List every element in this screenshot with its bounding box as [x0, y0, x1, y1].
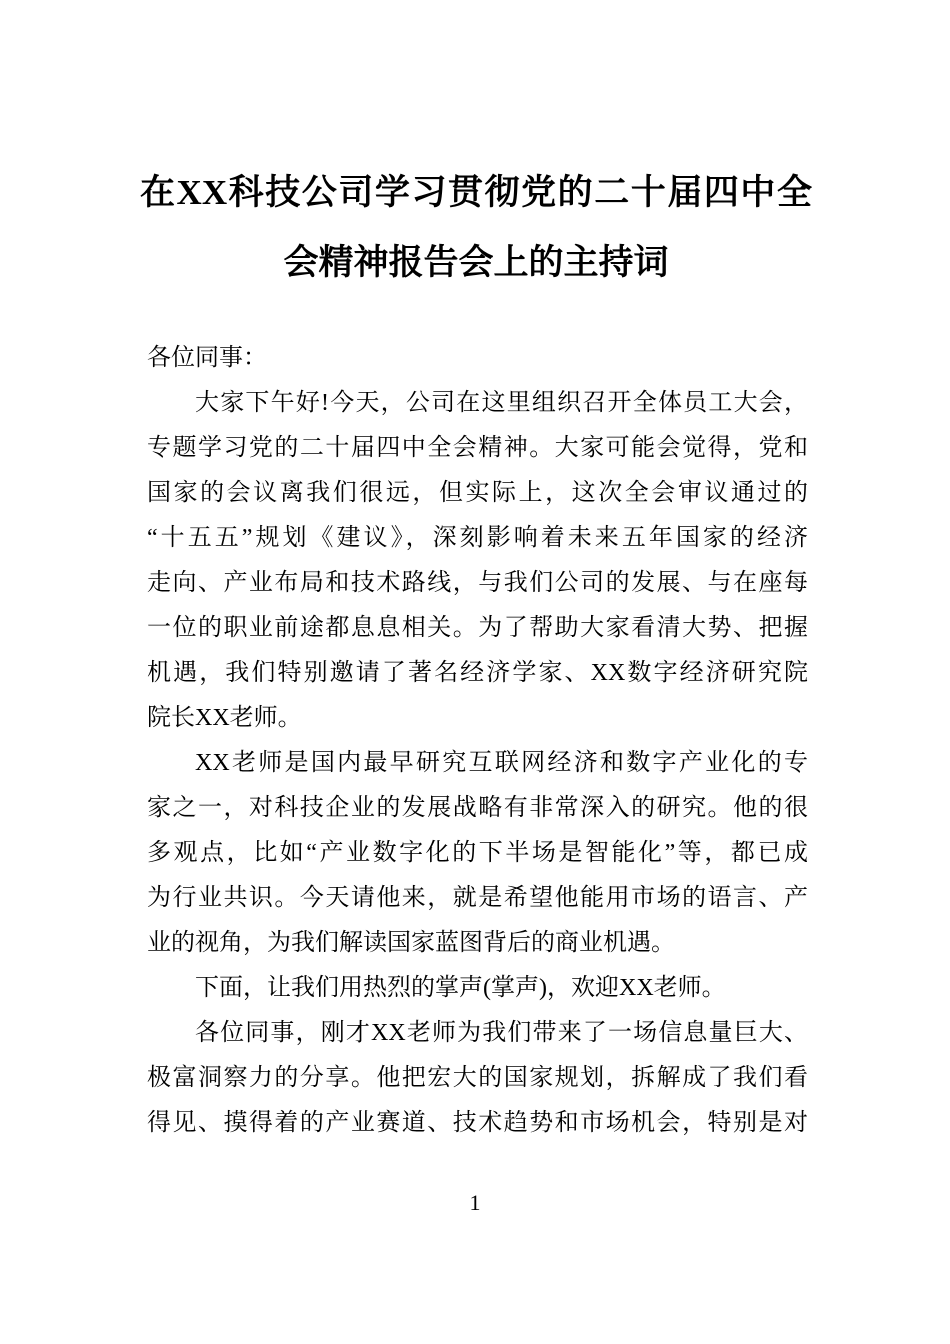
document-title-line-2: 会精神报告会上的主持词 [283, 243, 669, 282]
paragraph-line: 为行业共识。今天请他来，就是希望他能用市场的语言、产 [147, 885, 808, 911]
paragraph-line: 业的视角，为我们解读国家蓝图背后的商业机遇。 [147, 930, 675, 956]
paragraph-line: 专题学习党的二十届四中全会精神。大家可能会觉得，党和 [147, 435, 808, 461]
paragraph-line: XX老师是国内最早研究互联网经济和数字产业化的专 [195, 750, 808, 776]
paragraph-line: 大家下午好!今天，公司在这里组织召开全体员工大会， [195, 390, 808, 416]
page-number: 1 [469, 1190, 481, 1215]
paragraph-line: 家之一，对科技企业的发展战略有非常深入的研究。他的很 [147, 795, 808, 821]
paragraph-line: 国家的会议离我们很远，但实际上，这次全会审议通过的 [147, 480, 808, 506]
paragraph [147, 966, 808, 1011]
salutation: 各位同事： [147, 345, 267, 371]
paragraph-line: 走向、产业布局和技术路线，与我们公司的发展、与在座每 [147, 570, 808, 596]
paragraph-line: 机遇，我们特别邀请了著名经济学家、XX数字经济研究院 [147, 660, 808, 686]
paragraph-line: 多观点，比如“产业数字化的下半场是智能化”等，都已成 [147, 840, 808, 866]
paragraph-line: 下面，让我们用热烈的掌声(掌声)，欢迎XX老师。 [195, 975, 726, 1001]
paragraph-line: 一位的职业前途都息息相关。为了帮助大家看清大势、把握 [147, 615, 808, 641]
paragraph-line: 院长XX老师。 [147, 705, 302, 731]
document-title-line-1: 在XX科技公司学习贯彻党的二十届四中全 [140, 173, 812, 212]
paragraph-line: 得见、摸得着的产业赛道、技术趋势和市场机会，特别是对 [147, 1110, 808, 1136]
paragraph [147, 381, 808, 741]
paragraph [147, 741, 808, 966]
document-body [147, 336, 808, 1146]
paragraph [147, 1011, 808, 1146]
paragraph-line: “十五五”规划《建议》，深刻影响着未来五年国家的经济 [147, 525, 808, 551]
paragraph-line: 极富洞察力的分享。他把宏大的国家规划，拆解成了我们看 [147, 1065, 808, 1091]
paragraph-line: 各位同事，刚才XX老师为我们带来了一场信息量巨大、 [195, 1020, 808, 1046]
